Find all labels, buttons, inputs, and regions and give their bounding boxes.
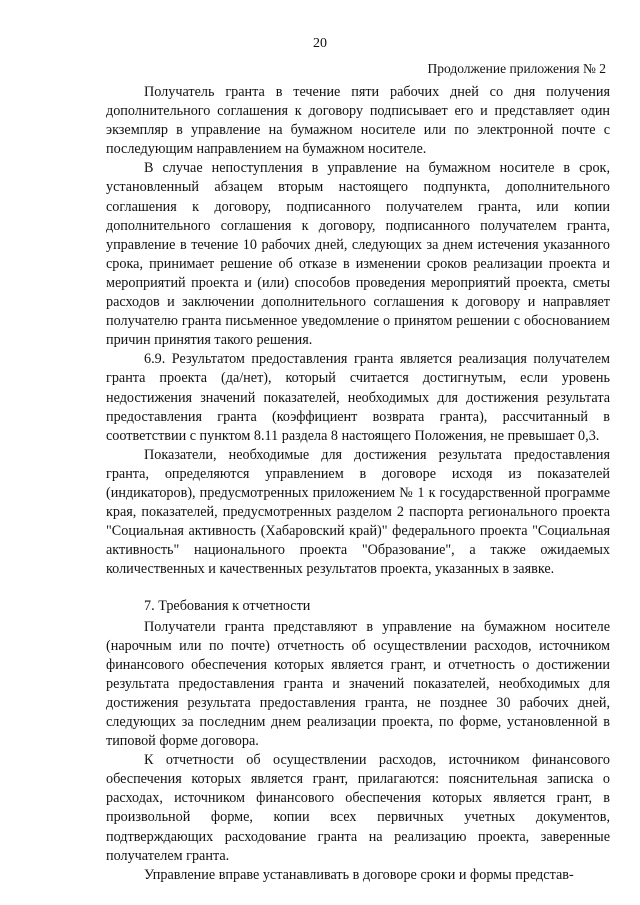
paragraph-reporting-attachments: К отчетности об осуществлении расходов, источником финансового обеспечения которых является грант, прилагаются: пояснительная записка о расходах, источником финансового обеспечения которых является грант, в произвольной форме, копии всех первичных учетных документов, подтверждающих расходование гранта на реализацию проекта, заверенные получателем гранта. <box>106 752 610 864</box>
page-number: 20 <box>313 36 327 51</box>
section-7-heading: 7. Требования к отчетности <box>144 598 311 615</box>
paragraph-recipient-signing: Получатель гранта в течение пяти рабочих дней со дня получения дополнительного соглашения к договору подписывает его и представляет один экземпляр в управление на бумажном носителе или по электронной почте с последующим направлением на бумажном носителе. <box>106 84 610 158</box>
paragraph-reporting-submission: Получатели гранта представляют в управление на бумажном носителе (нарочным или по почте) отчетность об осуществлении расходов, источником финансового обеспечения которых является грант, и отчетность о достижении результата предоставления гранта и значений показателей, необходимых для достижения результата предоставления гранта, не позднее 30 рабочих дней, следующих за последним днем реализации проекта, по форме, установленной в типовой форме договора. <box>106 618 610 750</box>
paragraph-6-9-result: 6.9. Результатом предоставления гранта является реализация получателем гранта проекта (да/нет), который считается достигнутым, если уровень недостижения значений показателей, необходимых для достижения результата предоставления гранта (коэффициент возврата гранта), рассчитанный в соответствии с пунктом 8.11 раздела 8 настоящего Положения, не превышает 0,3. <box>106 351 610 444</box>
appendix-continuation-label: Продолжение приложения № 2 <box>427 61 606 76</box>
document-body <box>106 83 610 885</box>
paragraph-non-receipt: В случае непоступления в управление на бумажном носителе в срок, установленный абзацем вторым настоящего подпункта, дополнительного соглашения к договору, подписанного получателем гранта, или копии дополнительного соглашения к договору, подписанного получателем гранта, управление в течение 10 рабочих дней, следующих за днем истечения указанного срока, принимает решение об отказе в изменении сроков реализации проекта и мероприятий проекта и (или) способов проведения мероприятий проекта, сметы расходов и заключении дополнительного соглашения к договору и направляет получателю гранта письменное уведомление о принятом решении с обоснованием причин принятия такого решения. <box>106 160 610 349</box>
paragraph-reporting-terms: Управление вправе устанавливать в договоре сроки и формы представ- <box>144 866 574 883</box>
paragraph-indicators: Показатели, необходимые для достижения результата предоставления гранта, определяются управлением в договоре исходя из показателей (индикаторов), предусмотренных приложением № 1 к государственной программе края, показателей, предусмотренных разделом 2 паспорта регионального проекта "Социальная активность (Хабаровский край)" федерального проекта "Социальная активность" национального проекта "Образование", а также ожидаемых количественных и качественных результатов проекта, указанных в заявке. <box>106 446 610 578</box>
